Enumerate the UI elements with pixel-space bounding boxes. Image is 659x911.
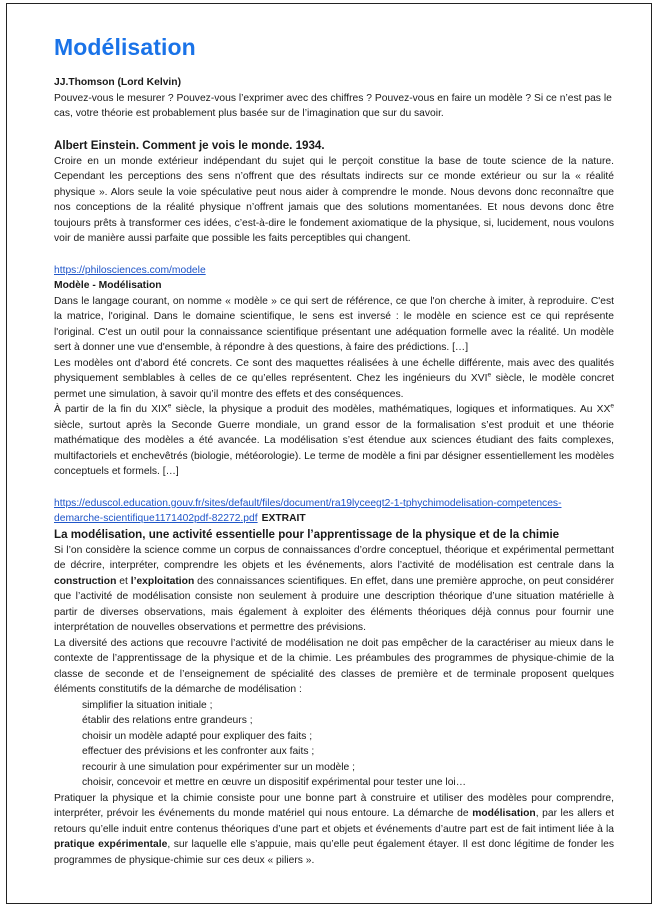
thomson-quote: Pouvez-vous le mesurer ? Pouvez-vous l’exprimer avec des chiffres ? Pouvez-vous en faire un modèle ? Si ce n’est pas le cas, votre théorie est probablement plus basée sur de l’imagination que sur du savoir. (54, 92, 612, 119)
section-thomson (54, 75, 614, 122)
section-einstein (54, 138, 614, 247)
philosciences-para-3: À partir de la fin du XIXe siècle, la physique a produit des modèles, mathématiques, logiques et informatiques. Au XXe siècle, surtout après la Seconde Guerre mondiale, un grand essor de la formalisation s’est produit et une théorie mathématique des modèles a été avancée. La modélisation s’est étendue aux sciences étudiant des faits complexes, multifactoriels et enchevêtrés (biologie, météorologie). Le terme de modèle a fini par désigner essentiellement les modèles conceptuels et formels. […] (54, 402, 615, 477)
eduscol-para-3: Pratiquer la physique et la chimie consiste pour une bonne part à construire et utiliser des modèles pour comprendre, interpréter, prévoir les événements du monde matériel qui nous entoure. La démarche de modélisation, par les allers et retours qu’elle induit entre contenus théoriques d’une part et objets et événements d’autre part est de fait intiment liée à la pratique expérimentale, sur laquelle elle s’appuie, mais qu’elle peut également étayer. Il est donc légitime de fonder les programmes de physique-chimie sur ces deux « piliers ». (54, 792, 615, 866)
section-eduscol (54, 496, 614, 869)
philosciences-heading: Modèle - Modélisation (54, 280, 162, 291)
philosciences-para-1: Dans le langage courant, on nomme « modèle » ce qui sert de référence, ce que l'on cherche à imiter, à reproduire. C'est la matrice, l'original. Dans le domaine scientifique, le sens est inversé : le modèle en science est ce qui représente l'original. C'est un outil pour la connaissance scientifique présentant une adéquation formelle avec la réalité. Un modèle sert à donner une vue d'ensemble, à répondre à des questions, à faire des prédictions. […] (54, 295, 614, 353)
philosciences-para-2: Les modèles ont d’abord été concrets. Ce sont des maquettes réalisées à une échelle différente, mais avec des qualités physiquement semblables à celles de ce qu’elles représentent. Chez les ingénieurs du XVIe siècle, le modèle concret permet une simulation, à savoir qu’il montre des effets et des conséquences. (54, 357, 614, 400)
page-title: Modélisation (54, 34, 196, 60)
document-page (6, 3, 652, 904)
modelisation-steps-list (54, 698, 614, 791)
section-philosciences (54, 263, 614, 480)
extrait-label: EXTRAIT (261, 513, 306, 524)
eduscol-link[interactable]: https://eduscol.education.gouv.fr/sites/default/files/document/ra19lyceegt2-1-tphychimodelisation-competences- demarche-scientifique1171402pdf-82272.pdf (54, 497, 562, 524)
philosciences-link[interactable]: https://philosciences.com/modele (54, 264, 206, 276)
eduscol-para-1: Si l’on considère la science comme un corpus de connaissances d’ordre conceptuel, théorique et expérimental permettant de décrire, interpréter, comprendre les objets et les événements, alors l’activité de modélisation est centrale dans la construction et l’exploitation des connaissances scientifiques. En effet, dans une première approche, on peut considérer que l’activité de modélisation consiste non seulement à produire une description théorique d’une situation matérielle à partir de diverses observations, mais également à exploiter des éléments théoriques déjà connus pour fournir une interprétation de nouvelles observations et permettre des prévisions. (54, 544, 614, 633)
eduscol-para-2: La diversité des actions que recouvre l’activité de modélisation ne doit pas empêcher de la caractériser au mieux dans le contexte de l’apprentissage de la physique et de la chimie. Les préambules des programmes de physique-chimie de la classe de seconde et de l’enseignement de spécialité des classes de première et de terminale proposent quelques éléments constitutifs de la démarche de modélisation : (54, 637, 614, 695)
einstein-heading: Albert Einstein. Comment je vois le monde. 1934. (54, 138, 325, 152)
einstein-quote: Croire en un monde extérieur indépendant du sujet qui le perçoit constitue la base de toute science de la nature. Cependant les perceptions des sens n’offrent que des résultats indirects sur ce monde extérieur ou sur la « réalité physique ». Alors seule la voie spéculative peut nous aider à comprendre le monde. Nous devons donc reconnaître que nos conceptions de la réalité physique n’offrent jamais que des solutions momentanées. Et nous devons donc être toujours prêts à transformer ces idées, c’est-à-dire le fondement axiomatique de la physique, si, lucidement, nous voulons voir de manière aussi parfaite que possible les faits perceptibles qui changent. (54, 155, 614, 244)
list-item: simplifier la situation initiale ; (82, 699, 213, 711)
thomson-heading: JJ.Thomson (Lord Kelvin) (54, 77, 182, 88)
list-item: choisir, concevoir et mettre en œuvre un dispositif expérimental pour tester une loi… (82, 777, 467, 788)
eduscol-source (54, 496, 614, 527)
list-item: recourir à une simulation pour expérimenter sur un modèle ; (82, 761, 356, 773)
list-item: effectuer des prévisions et les confronter aux faits ; (82, 746, 315, 757)
list-item: choisir un modèle adapté pour expliquer des faits ; (82, 730, 313, 742)
list-item: établir des relations entre grandeurs ; (82, 715, 253, 726)
document-content (54, 32, 614, 868)
eduscol-heading: La modélisation, une activité essentielle pour l’apprentissage de la physique et de la chimie (54, 527, 560, 541)
